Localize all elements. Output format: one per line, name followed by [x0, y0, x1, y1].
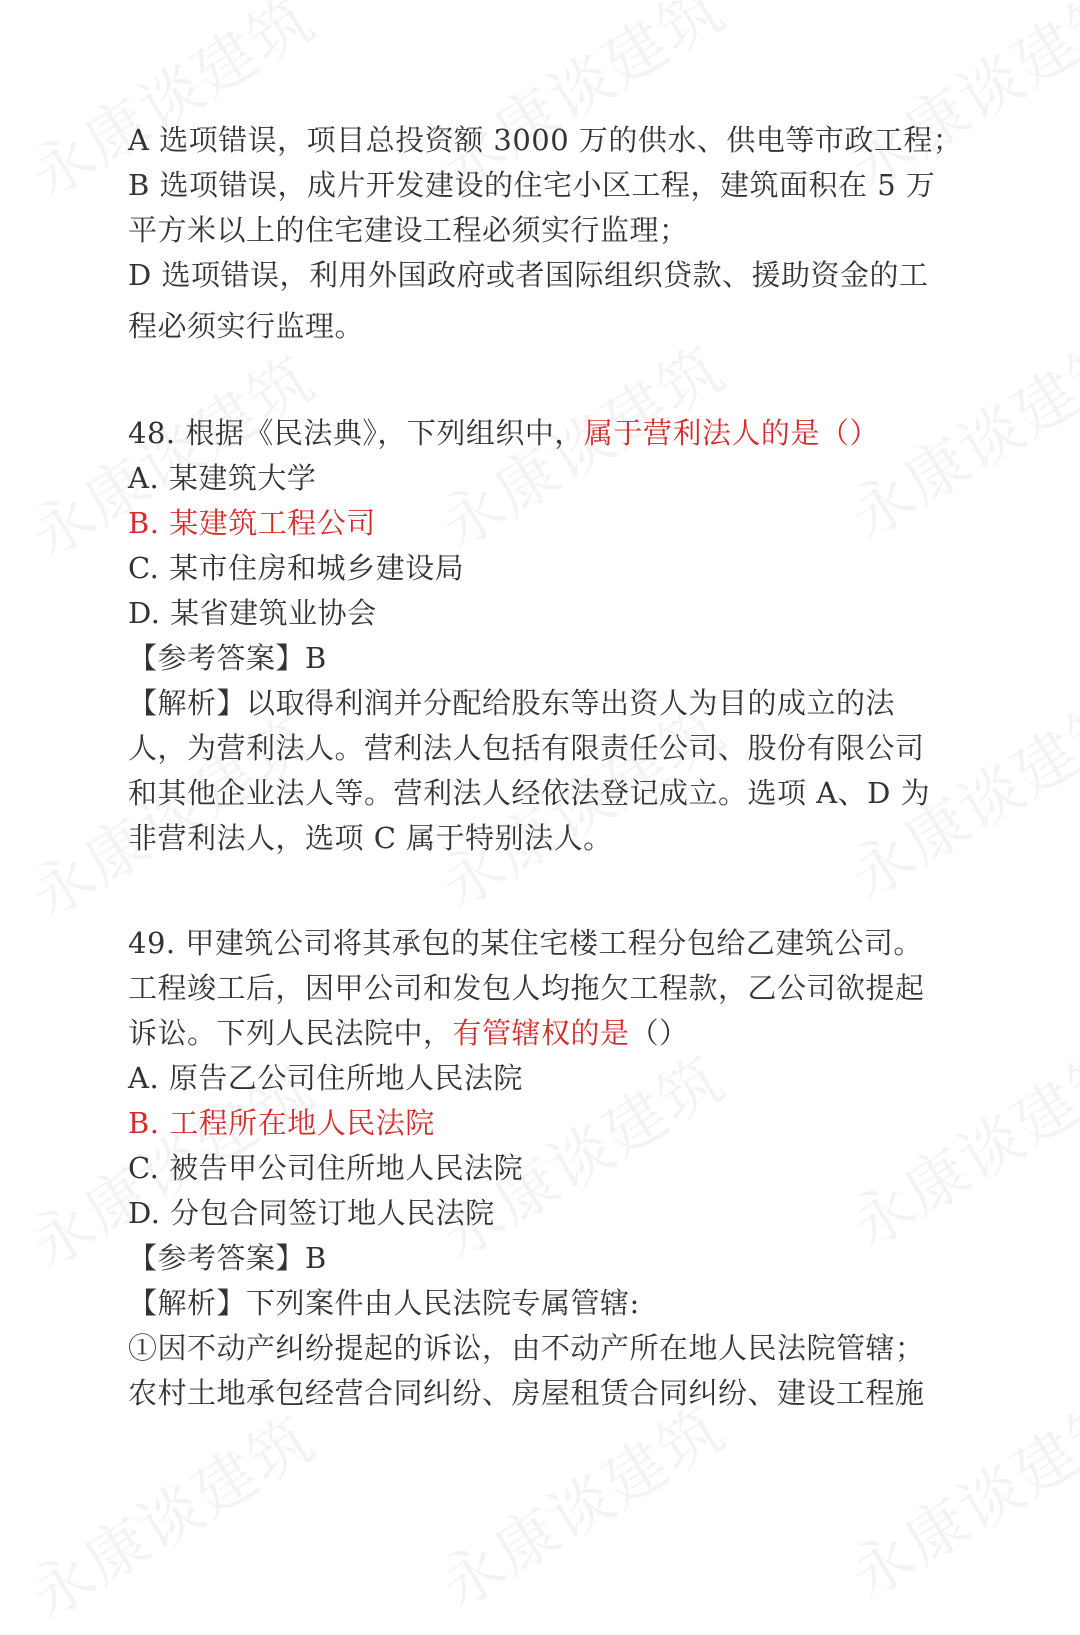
question-48	[128, 411, 958, 861]
reference-answer: 【参考答案】B	[128, 1241, 327, 1275]
option-a: A. 原告乙公司住所地人民法院	[128, 1061, 523, 1095]
stem-highlight: 属于营利法人的是（）	[583, 416, 879, 450]
watermark	[10, 1390, 329, 1635]
option-b-correct: B. 工程所在地人民法院	[128, 1106, 435, 1140]
watermark	[420, 1380, 739, 1625]
analysis-line: A 选项错误，项目总投资额 3000 万的供水、供电等市政工程；	[128, 123, 963, 157]
stem-text: （）	[629, 1016, 689, 1050]
analysis-line: B 选项错误，成片开发建设的住宅小区工程，建筑面积在 5 万	[128, 168, 936, 202]
option-a: A. 某建筑大学	[128, 461, 317, 495]
stem-highlight: 有管辖权的是	[452, 1016, 630, 1050]
analysis-line: 农村土地承包经营合同纠纷、房屋租赁合同纠纷、建设工程施	[128, 1376, 925, 1410]
analysis-line: 和其他企业法人等。营利法人经依法登记成立。选项 A、D 为	[128, 776, 931, 810]
question-stem: 49. 甲建筑公司将其承包的某住宅楼工程分包给乙建筑公司。	[128, 926, 923, 960]
analysis-line: 【解析】以取得利润并分配给股东等出资人为目的成立的法	[128, 686, 896, 720]
analysis-line: 【解析】下列案件由人民法院专属管辖:	[128, 1286, 640, 1320]
option-d: D. 某省建筑业协会	[128, 596, 377, 630]
previous-question-analysis	[128, 118, 963, 349]
option-b-correct: B. 某建筑工程公司	[128, 506, 376, 540]
option-d: D. 分包合同签订地人民法院	[128, 1196, 495, 1230]
analysis-line: 人，为营利法人。营利法人包括有限责任公司、股份有限公司	[128, 731, 925, 765]
analysis-line: 非营利法人，选项 C 属于特别法人。	[128, 821, 613, 855]
stem-text: 诉讼。下列人民法院中，	[128, 1016, 453, 1050]
analysis-line: 程必须实行监理。	[128, 309, 365, 343]
stem-text: 48. 根据《民法典》，下列组织中，	[128, 416, 584, 450]
question-stem	[128, 1011, 958, 1056]
question-stem	[128, 411, 958, 456]
analysis-line: 平方米以上的住宅建设工程必须实行监理；	[128, 213, 689, 247]
option-c: C. 某市住房和城乡建设局	[128, 551, 465, 585]
analysis-line: D 选项错误，利用外国政府或者国际组织贷款、援助资金的工	[128, 258, 929, 292]
option-c: C. 被告甲公司住所地人民法院	[128, 1151, 524, 1185]
analysis-line: ①因不动产纠纷提起的诉讼，由不动产所在地人民法院管辖；	[128, 1331, 925, 1365]
document-body	[128, 118, 963, 1416]
question-49	[128, 921, 958, 1416]
reference-answer: 【参考答案】B	[128, 641, 327, 675]
question-stem: 工程竣工后，因甲公司和发包人均拖欠工程款，乙公司欲提起	[128, 971, 925, 1005]
